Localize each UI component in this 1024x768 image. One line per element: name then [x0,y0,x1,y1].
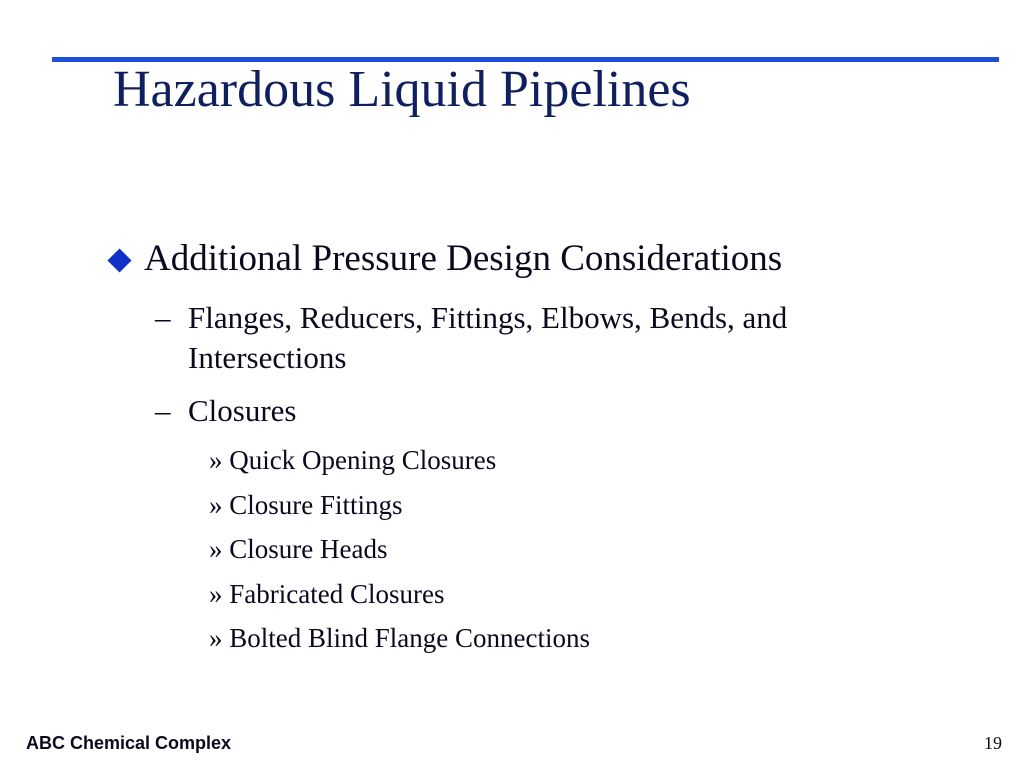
bullet-text: Additional Pressure Design Considerations [144,238,783,279]
sub-sub-bullet-item: » Quick Opening Closures [209,445,497,475]
dash-bullet-icon: – [155,300,171,335]
sub-sub-bullet-item: » Closure Fittings [209,490,403,520]
sub-sub-bullet-item: » Closure Heads [209,534,388,564]
sub-sub-bullet-item: » Bolted Blind Flange Connections [209,623,590,653]
sub-bullet-text: Flanges, Reducers, Fittings, Elbows, Bends, and Intersections [188,300,788,375]
footer-organization: ABC Chemical Complex [26,733,232,753]
diamond-bullet-icon [107,248,131,272]
slide-title: Hazardous Liquid Pipelines [113,61,691,118]
dash-bullet-icon: – [155,393,171,428]
sub-sub-bullet-item: » Fabricated Closures [209,579,445,609]
sub-bullet-text: Closures [188,393,297,428]
page-number: 19 [984,733,1002,753]
